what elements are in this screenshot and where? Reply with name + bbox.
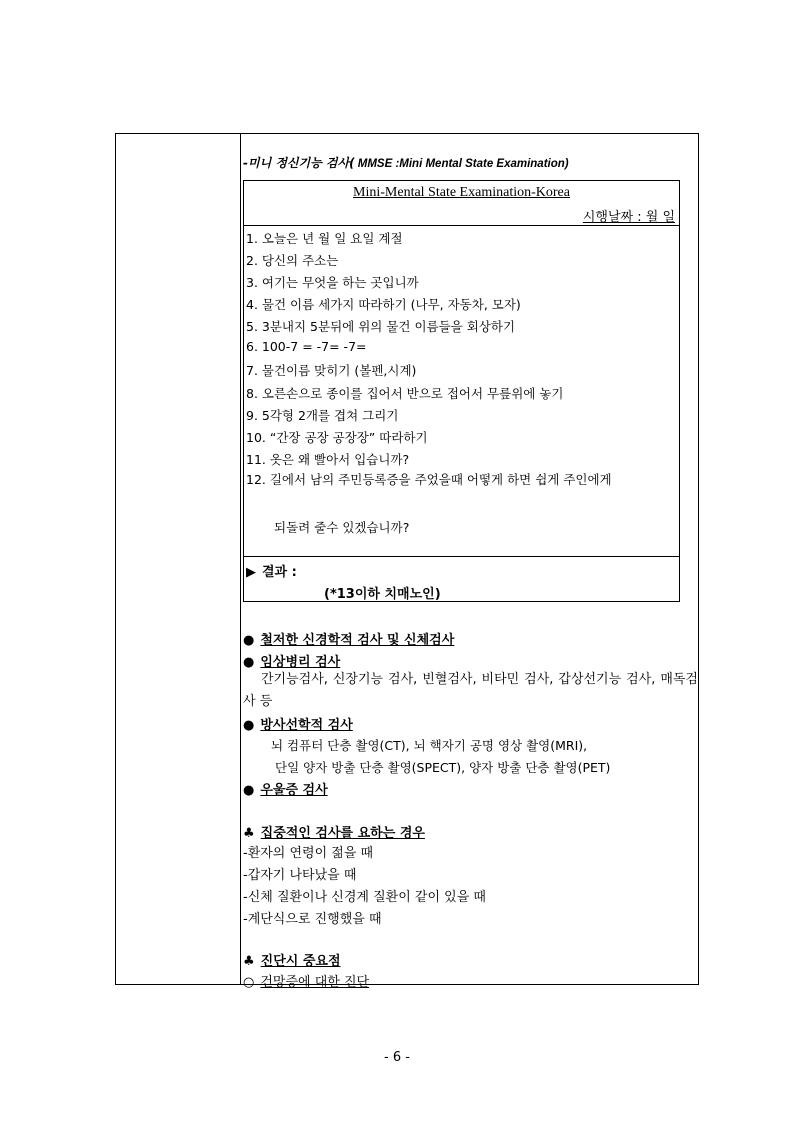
neuro-exam-text: 철저한 신경학적 검사 및 신체검사 — [260, 633, 455, 648]
mmse-heading — [243, 154, 569, 171]
mmse-item: 5. 3분내지 5분뒤에 위의 물건 이름들을 회상하기 — [246, 319, 516, 334]
mmse-item: 4. 물건 이름 세가지 따라하기 (나무, 자동차, 모자) — [246, 297, 521, 312]
mmse-item-list — [244, 225, 679, 557]
intensive-item: -신체 질환이나 신경계 질환이 같이 있을 때 — [243, 890, 486, 905]
mmse-heading-korean: -미니 정신기능 검사( — [243, 156, 355, 170]
clinical-pathology-heading — [243, 651, 340, 670]
diagnosis-title: 진단시 중요점 — [260, 954, 341, 969]
mmse-item: 3. 여기는 무엇을 하는 곳입니까 — [246, 275, 419, 290]
mmse-item: 1. 오늘은 년 월 일 요일 계절 — [246, 231, 403, 246]
filled-circle-icon: ● — [243, 718, 255, 733]
play-triangle-icon: ▶ — [246, 565, 256, 580]
intensive-item: -계단식으로 진행했을 때 — [243, 912, 382, 927]
diagnosis-item-text: 건망증에 대한 진단 — [260, 975, 370, 990]
clinical-pathology-text: 임상병리 검사 — [260, 655, 341, 670]
depression-text: 우울증 검사 — [260, 783, 328, 798]
mmse-item: 11. 옷은 왜 빨아서 입습니까? — [246, 452, 410, 467]
depression-heading — [243, 779, 328, 798]
club-icon: ♣ — [243, 826, 255, 841]
mmse-item: 2. 당신의 주소는 — [246, 253, 339, 268]
club-icon: ♣ — [243, 954, 255, 969]
diagnosis-heading — [243, 950, 341, 969]
filled-circle-icon: ● — [243, 783, 255, 798]
left-column — [116, 134, 241, 984]
hollow-circle-icon: ○ — [243, 975, 255, 990]
mmse-box — [243, 180, 680, 602]
mmse-result-label: 결과 : — [262, 565, 297, 580]
mmse-heading-english: MMSE :Mini Mental State Examination) — [354, 158, 569, 170]
mmse-item: 7. 물건이름 맞히기 (볼펜,시계) — [246, 363, 417, 378]
mmse-result-note: (*13이하 치매노인) — [324, 587, 441, 602]
document-table — [115, 133, 699, 990]
mmse-result — [246, 561, 297, 580]
page-number: - 6 - — [384, 1050, 410, 1065]
intensive-heading — [243, 822, 425, 841]
filled-circle-icon: ● — [243, 633, 255, 648]
mmse-item: 8. 오른손으로 종이를 집어서 반으로 접어서 무릎위에 놓기 — [246, 386, 564, 401]
radiology-text: 방사선학적 검사 — [260, 718, 353, 733]
mmse-item: 12. 길에서 남의 주민등록증을 주었을때 어떻게 하면 쉽게 주인에게 — [246, 472, 612, 487]
mmse-date-label: 시행날짜 : 월 일 — [582, 210, 675, 225]
mmse-item: 6. 100-7 = -7= -7= — [246, 339, 367, 354]
intensive-item: -환자의 연령이 젊을 때 — [243, 846, 374, 861]
mmse-item: 9. 5각형 2개를 겹쳐 그리기 — [246, 408, 399, 423]
radiology-detail-line: 단일 양자 방출 단층 촬영(SPECT), 양자 방출 단층 촬영(PET) — [275, 760, 611, 775]
clinical-pathology-detail: 간기능검사, 신장기능 검사, 빈혈검사, 비타민 검사, 갑상선기능 검사, 매독검사 등 — [243, 672, 698, 709]
mmse-item: 되돌려 줄수 있겠습니까? — [274, 520, 410, 535]
right-column — [241, 134, 698, 990]
mmse-title: Mini-Mental State Examination-Korea — [353, 185, 570, 200]
neuro-exam-heading — [243, 629, 454, 648]
radiology-detail-line: 뇌 컴퓨터 단층 촬영(CT), 뇌 핵자기 공명 영상 촬영(MRI), — [271, 738, 588, 753]
intensive-title: 집중적인 검사를 요하는 경우 — [260, 826, 425, 841]
filled-circle-icon: ● — [243, 655, 255, 670]
radiology-heading — [243, 714, 353, 733]
intensive-item: -갑자기 나타났을 때 — [243, 868, 357, 883]
diagnosis-item — [243, 971, 369, 990]
mmse-item: 10. “간장 공장 공장장” 따라하기 — [246, 430, 428, 445]
